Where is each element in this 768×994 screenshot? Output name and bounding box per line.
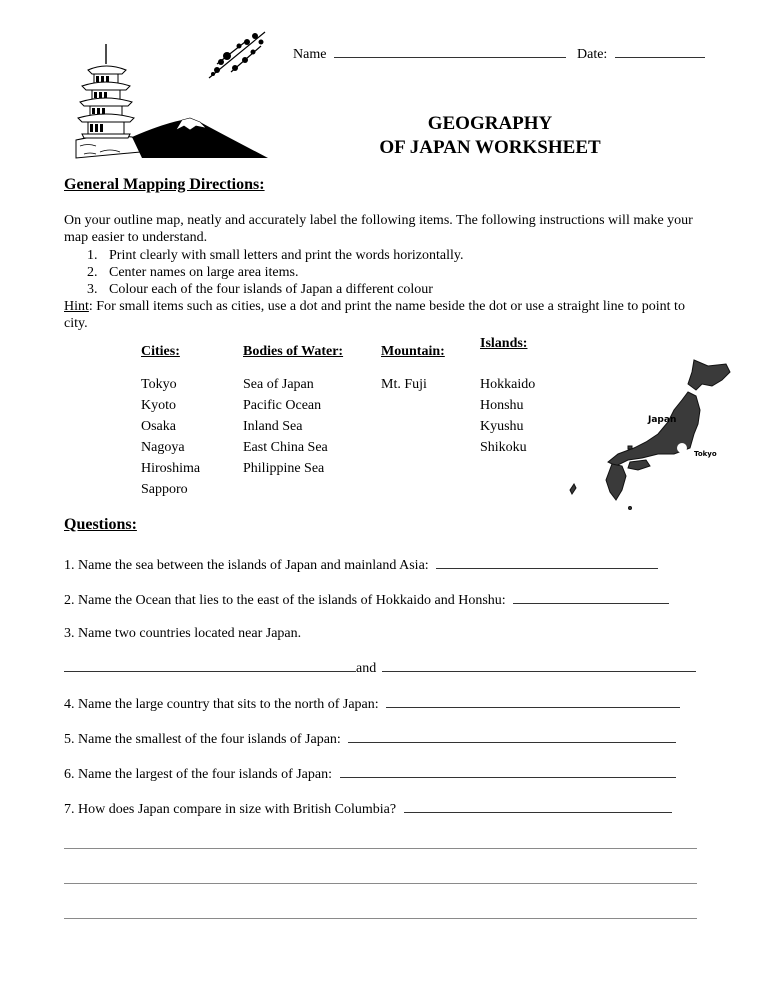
islands-column bbox=[480, 336, 536, 458]
cherry-branch-illustration bbox=[205, 28, 270, 80]
water-heading: Bodies of Water: bbox=[243, 344, 344, 359]
answer-line[interactable] bbox=[64, 918, 697, 919]
island-item: Honshu bbox=[480, 398, 524, 413]
question-text: 4. Name the large country that sits to the north of Japan: bbox=[64, 697, 379, 712]
date-field-row bbox=[577, 44, 705, 63]
cities-heading: Cities: bbox=[141, 344, 180, 359]
water-item: East China Sea bbox=[243, 440, 328, 455]
directions-intro: On your outline map, neatly and accurately label the following items. The following instructions will make your map easier to understand. bbox=[64, 213, 693, 245]
hint-label: Hint bbox=[64, 299, 89, 314]
answer-line[interactable] bbox=[64, 848, 697, 849]
answer-blank[interactable] bbox=[404, 799, 672, 813]
answer-blank[interactable] bbox=[386, 694, 680, 708]
date-label: Date: bbox=[577, 47, 608, 62]
step-text: Print clearly with small letters and print the words horizontally. bbox=[109, 248, 464, 263]
map-label-tokyo: Tokyo bbox=[694, 450, 717, 458]
question-text: 6. Name the largest of the four islands of Japan: bbox=[64, 767, 333, 782]
water-item: Pacific Ocean bbox=[243, 398, 322, 413]
question-4 bbox=[64, 694, 680, 713]
question-6 bbox=[64, 764, 676, 783]
island-item: Hokkaido bbox=[480, 377, 536, 392]
answer-line[interactable] bbox=[64, 883, 697, 884]
islands-heading: Islands: bbox=[480, 336, 528, 351]
answer-blank[interactable] bbox=[340, 764, 676, 778]
name-label: Name bbox=[293, 47, 327, 62]
city-item: Tokyo bbox=[141, 377, 177, 392]
mountain-heading: Mountain: bbox=[381, 344, 445, 359]
city-item: Hiroshima bbox=[141, 461, 201, 476]
water-item: Philippine Sea bbox=[243, 461, 325, 476]
question-3-answers bbox=[64, 658, 696, 677]
question-text: 5. Name the smallest of the four islands of Japan: bbox=[64, 732, 341, 747]
question-3 bbox=[64, 625, 301, 642]
question-1 bbox=[64, 555, 658, 574]
map-label-japan: Japan bbox=[648, 415, 677, 425]
answer-blank[interactable] bbox=[513, 590, 669, 604]
cities-column bbox=[141, 340, 200, 500]
title-line-1: GEOGRAPHY bbox=[427, 113, 553, 134]
name-blank[interactable] bbox=[334, 44, 566, 58]
directions-heading: General Mapping Directions: bbox=[64, 176, 265, 193]
question-7 bbox=[64, 799, 672, 818]
direction-step bbox=[87, 281, 433, 298]
name-field-row bbox=[293, 44, 566, 63]
step-text: Center names on large area items. bbox=[109, 265, 299, 280]
hint-paragraph bbox=[64, 298, 704, 332]
question-5 bbox=[64, 729, 676, 748]
answer-blank[interactable] bbox=[436, 555, 658, 569]
direction-step bbox=[87, 247, 463, 264]
step-number: 3. bbox=[87, 282, 98, 297]
date-blank[interactable] bbox=[615, 44, 705, 58]
city-item: Nagoya bbox=[141, 440, 185, 455]
city-item: Osaka bbox=[141, 419, 176, 434]
water-item: Sea of Japan bbox=[243, 377, 314, 392]
island-item: Kyushu bbox=[480, 419, 524, 434]
city-item: Sapporo bbox=[141, 482, 188, 497]
answer-blank-country-1[interactable] bbox=[64, 658, 356, 672]
page-title bbox=[300, 112, 680, 160]
step-text: Colour each of the four islands of Japan a different colour bbox=[109, 282, 433, 297]
question-text: 2. Name the Ocean that lies to the east of the islands of Hokkaido and Honshu: bbox=[64, 593, 506, 608]
hint-text: : For small items such as cities, use a dot and print the name beside the dot or use a straight line to point to city. bbox=[64, 299, 685, 331]
answer-blank-country-2[interactable] bbox=[382, 658, 696, 672]
title-line-2: OF JAPAN WORKSHEET bbox=[379, 137, 601, 158]
question-text: 1. Name the sea between the islands of Japan and mainland Asia: bbox=[64, 558, 429, 573]
and-label: and bbox=[356, 661, 377, 676]
step-number: 2. bbox=[87, 265, 98, 280]
step-number: 1. bbox=[87, 248, 98, 263]
island-item: Shikoku bbox=[480, 440, 527, 455]
question-2 bbox=[64, 590, 669, 609]
water-item: Inland Sea bbox=[243, 419, 303, 434]
direction-step bbox=[87, 264, 298, 281]
japan-map-illustration bbox=[562, 350, 742, 510]
answer-blank[interactable] bbox=[348, 729, 676, 743]
question-text: 7. How does Japan compare in size with British Columbia? bbox=[64, 802, 397, 817]
questions-heading: Questions: bbox=[64, 516, 137, 533]
city-item: Kyoto bbox=[141, 398, 176, 413]
water-column bbox=[243, 340, 343, 479]
mountain-column bbox=[381, 340, 445, 395]
mountain-item: Mt. Fuji bbox=[381, 377, 427, 392]
question-text: 3. Name two countries located near Japan. bbox=[64, 626, 302, 641]
